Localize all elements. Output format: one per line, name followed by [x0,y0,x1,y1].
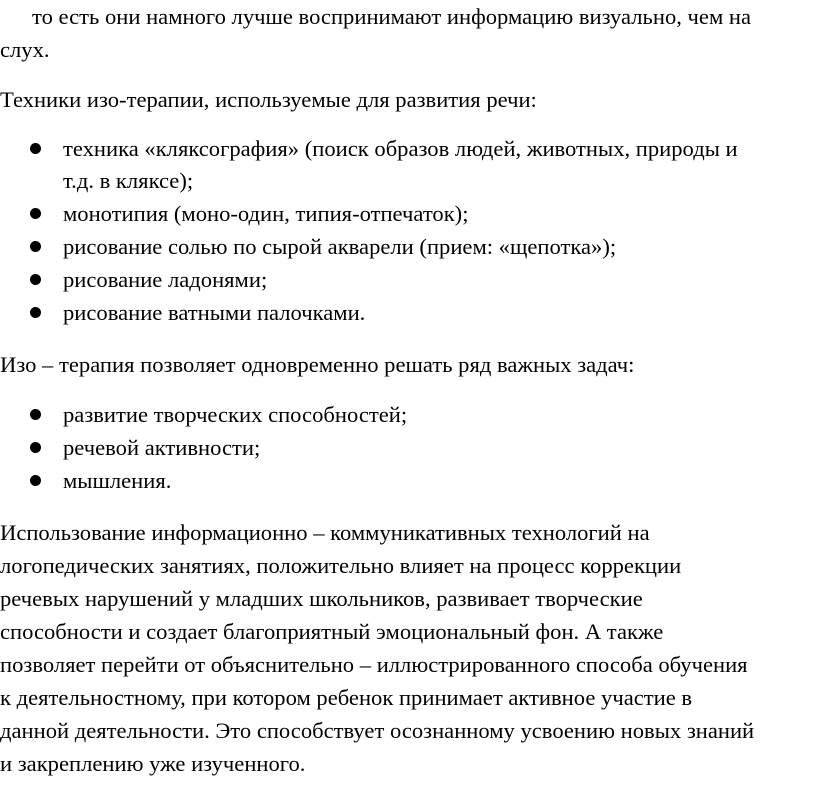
intro-line-2: слух. [0,37,50,62]
ict-line-7: данной деятельности. Это способствует осознанному усвоению новых знаний [0,718,755,743]
ict-line-1: Использование информационно – коммуникативных технологий на [0,520,650,545]
ict-line-2: логопедических занятиях, положительно влияет на процесс коррекции [0,553,682,578]
technique-item-3: рисование солью по сырой акварели (прием: «щепотка»); [63,234,617,259]
ict-line-4: способности и создает благоприятный эмоциональный фон. А также [0,619,664,644]
bullet-icon [30,307,41,318]
ict-line-8: и закреплению уже изученного. [0,751,306,776]
ict-line-3: речевых нарушений у младших школьников, развивает творческие [0,586,643,611]
technique-item-4: рисование ладонями; [63,267,268,292]
technique-item-1-line-1: техника «кляксография» (поиск образов людей, животных, природы и [63,136,738,161]
ict-line-5: позволяет перейти от объяснительно – иллюстрированного способа обучения [0,652,748,677]
bullet-icon [30,143,41,154]
bullet-icon [30,241,41,252]
bullet-icon [30,274,41,285]
bullet-icon [30,208,41,219]
technique-item-2: монотипия (моно-один, типия-отпечаток); [63,201,469,226]
techniques-heading: Техники изо-терапии, используемые для развития речи: [0,87,537,112]
task-item-1: развитие творческих способностей; [63,402,408,427]
bullet-icon [30,475,41,486]
technique-item-1-line-2: т.д. в кляксе); [63,168,194,193]
ict-line-6: к деятельностному, при котором ребенок принимает активное участие в [0,685,693,710]
tasks-heading: Изо – терапия позволяет одновременно решать ряд важных задач: [0,352,635,377]
intro-line-1: то есть они намного лучше воспринимают информацию визуально, чем на [32,4,752,29]
task-item-2: речевой активности; [63,435,261,460]
bullet-icon [30,409,41,420]
bullet-icon [30,442,41,453]
task-item-3: мышления. [63,468,172,493]
technique-item-5: рисование ватными палочками. [63,300,366,325]
